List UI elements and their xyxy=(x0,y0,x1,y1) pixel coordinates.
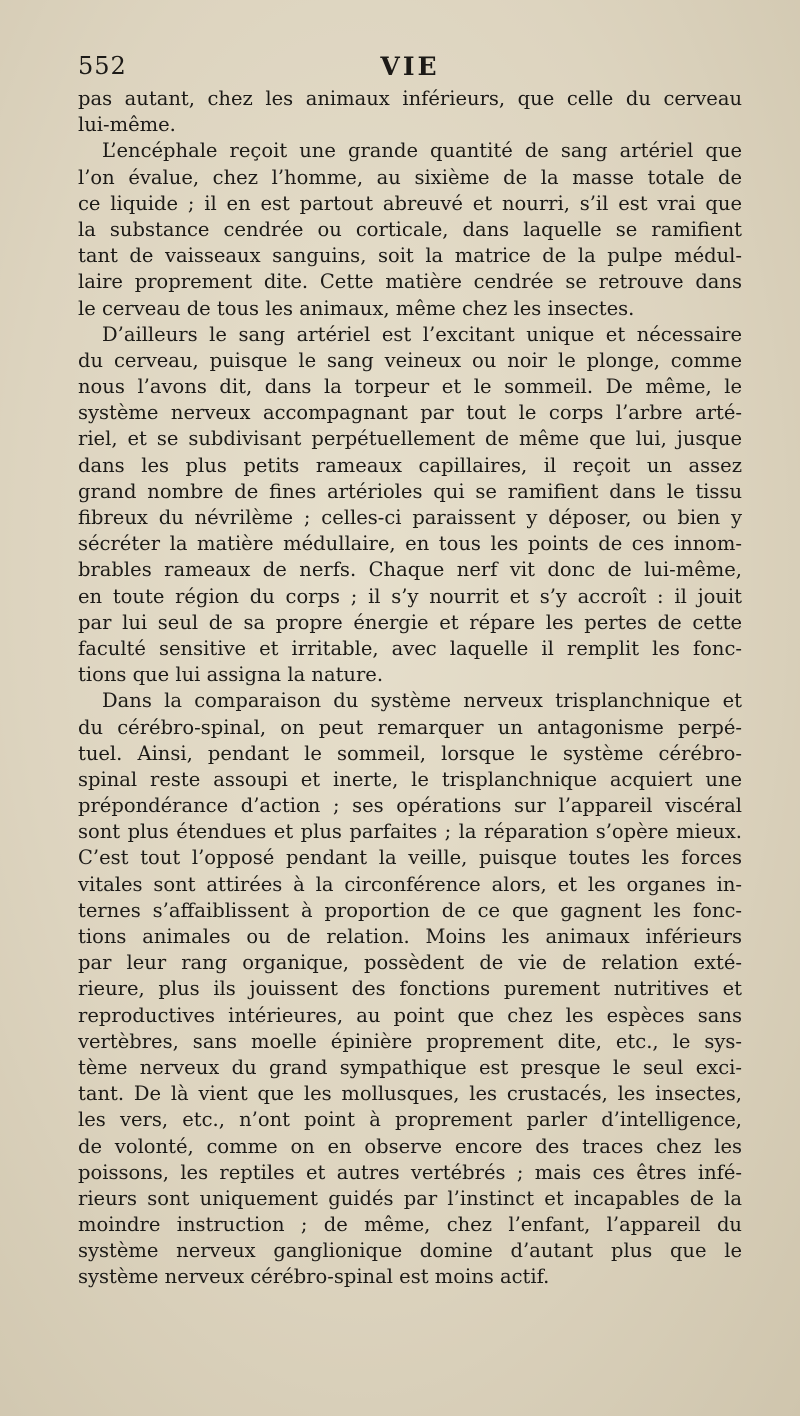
text-line: C’est tout l’opposé pendant la veille, puisque toutes les forces xyxy=(78,846,742,870)
text-line: rieurs sont uniquement guidés par l’instinct et incapables de la xyxy=(78,1186,742,1210)
text-line: spinal reste assoupi et inerte, le trisplanchnique acquiert une xyxy=(78,767,742,791)
text-line: tème nerveux du grand sympathique est presque le seul exci- xyxy=(78,1055,742,1079)
text-line: moindre instruction ; de même, chez l’enfant, l’appareil du xyxy=(78,1213,742,1237)
text-line: Dans la comparaison du système nerveux trisplanchnique et xyxy=(102,689,742,713)
text-line: l’on évalue, chez l’homme, au sixième de la masse totale de xyxy=(78,165,742,189)
text-line: système nerveux ganglionique domine d’autant plus que le xyxy=(78,1239,742,1263)
page-number: 552 xyxy=(78,52,127,80)
text-line: par leur rang organique, possèdent de vie de relation exté- xyxy=(78,951,742,975)
text-line: riel, et se subdivisant perpétuellement de même que lui, jusque xyxy=(78,427,742,451)
text-line: pas autant, chez les animaux inférieurs, que celle du cerveau xyxy=(78,87,742,110)
text-line: dans les plus petits rameaux capillaires, il reçoit un assez xyxy=(78,453,742,477)
text-line: du cerveau, puisque le sang veineux ou noir le plonge, comme xyxy=(78,348,742,372)
text-line: système nerveux cérébro-spinal est moins actif. xyxy=(78,1265,550,1289)
text-line: tant. De là vient que les mollusques, les crustacés, les insectes, xyxy=(78,1082,742,1106)
text-line: ternes s’affaiblissent à proportion de ce que gagnent les fonc- xyxy=(78,898,742,922)
text-line: la substance cendrée ou corticale, dans laquelle se ramifient xyxy=(78,217,742,241)
text-line: ce liquide ; il en est partout abreuvé et nourri, s’il est vrai que xyxy=(78,191,742,215)
text-line: lui-même. xyxy=(78,113,176,137)
text-line: tant de vaisseaux sanguins, soit la matrice de la pulpe médul- xyxy=(78,244,742,268)
text-line: sécréter la matière médullaire, en tous les points de ces innom- xyxy=(78,532,742,556)
text-line: grand nombre de fines artérioles qui se ramifient dans le tissu xyxy=(78,479,742,503)
text-line: vitales sont attirées à la circonférence alors, et les organes in- xyxy=(78,872,742,896)
text-line: D’ailleurs le sang artériel est l’excitant unique et nécessaire xyxy=(102,322,742,346)
text-line: L’encéphale reçoit une grande quantité de sang artériel que xyxy=(102,139,742,163)
text-line: tions que lui assigna la nature. xyxy=(78,663,384,687)
text-line: faculté sensitive et irritable, avec laquelle il remplit les fonc- xyxy=(78,636,742,660)
text-line: brables rameaux de nerfs. Chaque nerf vit donc de lui-même, xyxy=(78,558,742,582)
text-line: rieure, plus ils jouissent des fonctions purement nutritives et xyxy=(78,977,742,1001)
text-line: prépondérance d’action ; ses opérations sur l’appareil viscéral xyxy=(78,794,742,818)
text-line: le cerveau de tous les animaux, même chez les insectes. xyxy=(78,296,635,320)
text-line: système nerveux accompagnant par tout le corps l’arbre arté- xyxy=(78,401,742,425)
text-line: fibreux du névrilème ; celles-ci paraissent y déposer, ou bien y xyxy=(78,506,742,529)
text-body xyxy=(78,86,742,1291)
text-line: laire proprement dite. Cette matière cendrée se retrouve dans xyxy=(78,270,742,294)
text-line: tuel. Ainsi, pendant le sommeil, lorsque le système cérébro- xyxy=(78,741,742,765)
running-head: VIE xyxy=(380,52,440,81)
text-line: les vers, etc., n’ont point à proprement parler d’intelligence, xyxy=(78,1108,742,1132)
text-line: poissons, les reptiles et autres vertébrés ; mais ces êtres infé- xyxy=(78,1160,742,1184)
text-line: sont plus étendues et plus parfaites ; la réparation s’opère mieux. xyxy=(78,820,742,844)
text-line: reproductives intérieures, au point que chez les espèces sans xyxy=(78,1003,742,1027)
text-line: vertèbres, sans moelle épinière proprement dite, etc., le sys- xyxy=(78,1029,742,1053)
text-line: du cérébro-spinal, on peut remarquer un antagonisme perpé- xyxy=(78,715,742,739)
text-line: de volonté, comme on en observe encore des traces chez les xyxy=(78,1134,742,1158)
text-line: par lui seul de sa propre énergie et répare les pertes de cette xyxy=(78,610,742,634)
text-line: tions animales ou de relation. Moins les animaux inférieurs xyxy=(78,925,742,948)
text-line: nous l’avons dit, dans la torpeur et le sommeil. De même, le xyxy=(78,375,742,399)
text-line: en toute région du corps ; il s’y nourrit et s’y accroît : il jouit xyxy=(78,584,742,608)
page-header xyxy=(78,52,742,86)
